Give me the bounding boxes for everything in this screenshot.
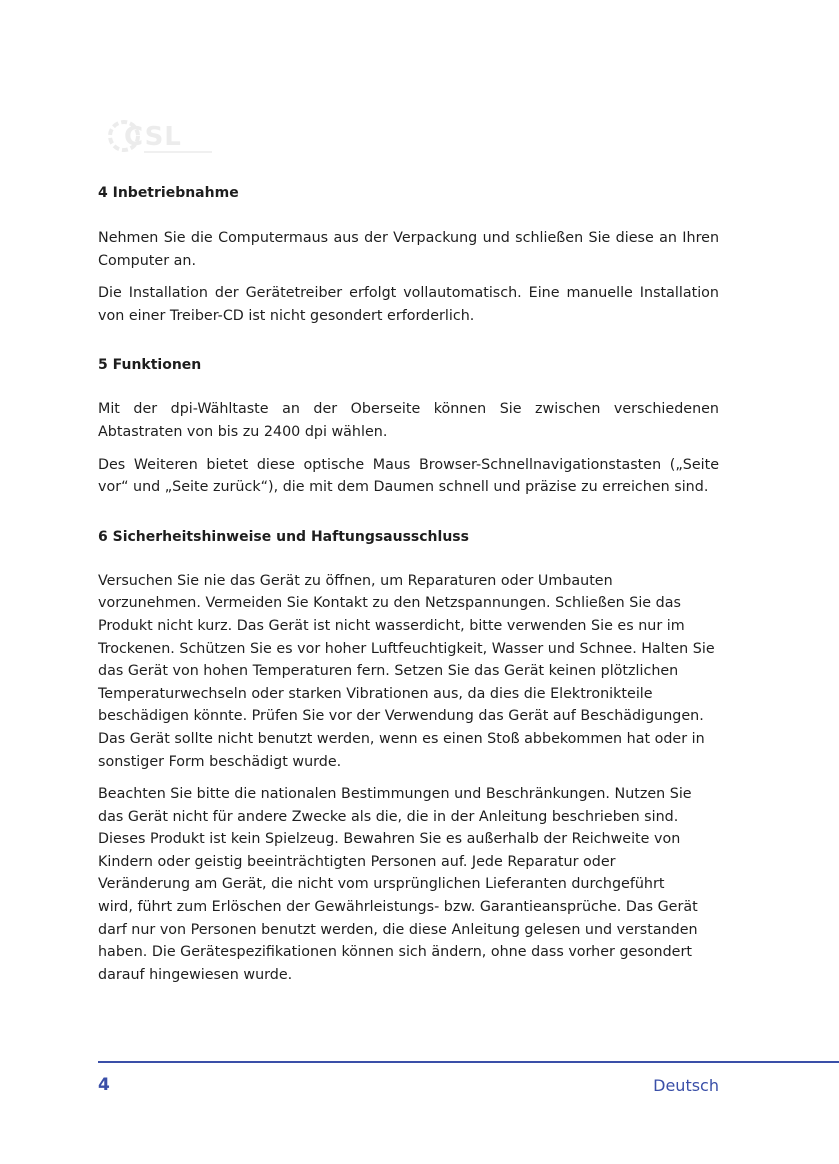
section-4-paragraph-1: Nehmen Sie die Computermaus aus der Verpackung und schließen Sie diese an Ihren Computer an. <box>98 230 719 269</box>
section-6-heading: 6 Sicherheitshinweise und Haftungsausschluss <box>98 528 469 545</box>
footer-rule <box>98 1061 839 1063</box>
section-6-paragraph-1: Versuchen Sie nie das Gerät zu öffnen, um Reparaturen oder Umbauten vorzunehmen. Vermeiden Sie Kontakt zu den Netzspannungen. Schließen Sie das Produkt nicht kurz. Das Gerät ist nicht wasserdicht, bitte verwenden Sie es nur im Trockenen. Schützen Sie es vor hoher Luftfeuchtigkeit, Wasser und Schnee. Halten Sie das Gerät von hohen Temperaturen fern. Setzen Sie das Gerät keinen plötzlichen Temperaturwechseln oder starken Vibrationen aus, da dies die Elektronikteile beschädigen könnte. Prüfen Sie vor der Verwendung das Gerät auf Beschädigungen. Das Gerät sollte nicht benutzt werden, wenn es einen Stoß abbekommen hat oder in sonstiger Form beschädigt wurde. <box>98 572 715 770</box>
section-4-heading: 4 Inbetriebnahme <box>98 185 239 201</box>
section-5-paragraph-1: Mit der dpi-Wähltaste an der Oberseite können Sie zwischen verschiedenen Abtastraten von bis zu 2400 dpi wählen. <box>98 401 719 440</box>
page-number: 4 <box>98 1075 110 1095</box>
section-5-heading: 5 Funktionen <box>98 357 202 374</box>
logo-text: CSL <box>124 122 182 152</box>
csl-logo-watermark <box>104 116 224 158</box>
section-4-paragraph-2: Die Installation der Gerätetreiber erfolgt vollautomatisch. Eine manuelle Installation von einer Treiber-CD ist nicht gesondert erforderlich. <box>98 285 719 324</box>
section-6-paragraph-2: Beachten Sie bitte die nationalen Bestimmungen und Beschränkungen. Nutzen Sie das Gerät nicht für andere Zwecke als die, die in der Anleitung beschrieben sind. Dieses Produkt ist kein Spielzeug. Bewahren Sie es außerhalb der Reichweite von Kindern oder geistig beeinträchtigten Personen auf. Jede Reparatur oder Veränderung am Gerät, die nicht vom ursprünglichen Lieferanten durchgeführt wird, führt zum Erlöschen der Gewährleistungs- bzw. Garantieansprüche. Das Gerät darf nur von Personen benutzt werden, die diese Anleitung gelesen und verstanden haben. Die Gerätespezifikationen können sich ändern, ohne dass vorher gesondert darauf hingewiesen wurde. <box>98 786 698 983</box>
page-content <box>98 183 719 986</box>
footer-language: Deutsch <box>653 1076 719 1095</box>
section-5-paragraph-2: Des Weiteren bietet diese optische Maus Browser-Schnellnavigationstasten („Seite vor“ und „Seite zurück“), die mit dem Daumen schnell und präzise zu erreichen sind. <box>98 456 719 496</box>
